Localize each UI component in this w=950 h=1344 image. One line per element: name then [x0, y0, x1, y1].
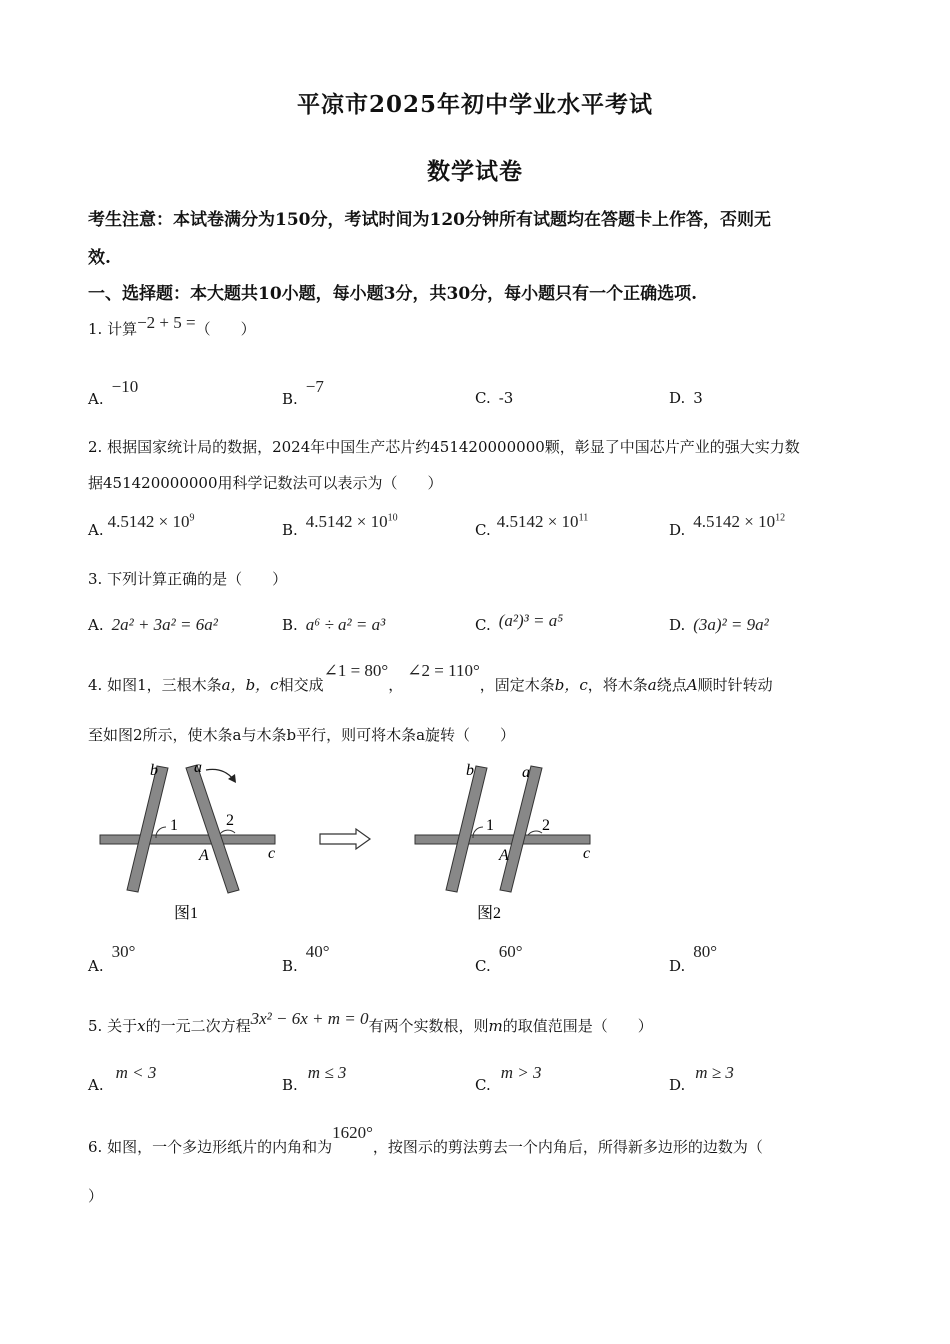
stick-a-1	[186, 765, 239, 893]
option-value: 2a² + 3a² = 6a²	[111, 615, 218, 634]
option-value: −7	[305, 377, 324, 396]
q1-paren: （ ）	[195, 320, 256, 338]
q4-vars: b，c	[554, 676, 588, 694]
option-label: A.	[88, 521, 104, 539]
option-value: (a²)³ = a⁵	[498, 611, 564, 630]
figure-1	[100, 759, 275, 922]
q4-angle-1: ∠1 = 80°	[323, 661, 389, 680]
fig2-caption: 图2	[477, 905, 502, 922]
option-exp: 11	[578, 512, 589, 524]
question-5	[88, 1009, 653, 1036]
q6-line-2: ）	[88, 1187, 104, 1205]
option-label: D.	[669, 521, 686, 539]
option-exp: 9	[189, 512, 195, 524]
q4-line-2: 至如图2所示，使木条a与木条b平行，则可将木条a旋转（ ）	[88, 726, 516, 744]
angle-2-arc	[528, 831, 542, 835]
fig1-caption: 图1	[174, 905, 199, 922]
option-exp: 12	[775, 512, 786, 524]
q4-figure	[90, 755, 610, 930]
stick-b-1	[127, 766, 168, 892]
option-label: A.	[88, 957, 104, 975]
q4-vars: A	[686, 676, 698, 694]
q4-option-c[interactable]	[475, 942, 523, 976]
q5-option-c[interactable]	[475, 1063, 542, 1095]
option-exp: 10	[387, 512, 398, 524]
section-heading: 一、选择题：本大题共10小题，每小题3分，共30分，每小题只有一个正确选项.	[88, 284, 698, 304]
q5-text: 5. 关于	[88, 1017, 138, 1035]
q3-option-b[interactable]	[282, 615, 385, 635]
q1-option-c[interactable]	[475, 389, 513, 407]
option-label: B.	[282, 616, 298, 634]
option-label: A.	[88, 390, 104, 408]
q2-option-d[interactable]	[669, 512, 786, 540]
question-1	[88, 313, 256, 339]
q3-option-c[interactable]	[475, 611, 564, 635]
q1-expr: −2 + 5 =	[137, 313, 196, 332]
q1-stem: 1. 计算	[88, 320, 138, 338]
q5-text: 有两个实数根，则	[368, 1017, 489, 1035]
q2-line-2: 据451420000000用科学记数法可以表示为（ ）	[88, 474, 443, 492]
option-value: 40°	[305, 942, 330, 961]
label-2-1: 2	[226, 812, 234, 829]
figure-2	[415, 762, 590, 922]
stick-b-2	[446, 766, 487, 892]
option-label: D.	[669, 957, 686, 975]
q5-var: m	[488, 1017, 503, 1035]
option-value: 60°	[498, 942, 523, 961]
label-c-1: c	[268, 845, 276, 862]
option-label: B.	[282, 1076, 298, 1094]
q4-text: 4. 如图1，三根木条	[88, 676, 222, 694]
q4-line-1	[88, 661, 773, 695]
option-base: 4.5142 × 10	[693, 512, 776, 531]
option-value: a⁶ ÷ a² = a³	[305, 615, 386, 634]
label-a-1: a	[194, 759, 202, 776]
q6-text: 6. 如图，一个多边形纸片的内角和为	[88, 1138, 333, 1156]
q5-text: 的取值范围是（ ）	[502, 1017, 653, 1035]
label-b-1: b	[150, 762, 158, 779]
option-value: −10	[111, 377, 139, 396]
option-label: D.	[669, 389, 686, 407]
transform-arrow-icon	[320, 829, 370, 849]
option-value: m ≤ 3	[307, 1063, 347, 1082]
label-c-2: c	[583, 845, 591, 862]
q4-vars: a，b，c	[221, 676, 279, 694]
q5-var: x	[137, 1017, 146, 1035]
q5-expr: 3x² − 6x + m = 0	[250, 1009, 369, 1028]
q2-line-1: 2. 根据国家统计局的数据，2024年中国生产芯片约451420000000颗，彰显了中国芯片产业的强大实力数	[88, 438, 800, 456]
stick-c-2	[415, 835, 590, 844]
option-base: 4.5142 × 10	[305, 512, 388, 531]
q5-text: 的一元二次方程	[145, 1017, 251, 1035]
option-value: m ≥ 3	[695, 1063, 734, 1082]
q4-text: ，将木条	[587, 676, 648, 694]
q4-text: ，固定木条	[479, 676, 555, 694]
option-value: 30°	[111, 942, 136, 961]
label-A-2: A	[499, 847, 509, 864]
q1-option-d[interactable]	[669, 389, 703, 407]
label-A-1: A	[199, 847, 209, 864]
option-label: B.	[282, 957, 298, 975]
option-value: 80°	[693, 942, 718, 961]
label-1-2: 1	[486, 817, 494, 834]
q3-stem: 3. 下列计算正确的是（ ）	[88, 570, 288, 588]
label-2-2: 2	[542, 817, 550, 834]
stick-a-2	[500, 766, 542, 892]
option-value: m > 3	[500, 1063, 542, 1082]
option-label: D.	[669, 616, 686, 634]
option-value: (3a)² = 9a²	[693, 615, 769, 634]
q6-expr: 1620°	[332, 1123, 373, 1142]
option-value: m < 3	[115, 1063, 157, 1082]
option-label: A.	[88, 616, 104, 634]
q4-option-d[interactable]	[669, 942, 718, 976]
option-value: 3	[693, 389, 703, 407]
q2-option-c[interactable]	[475, 512, 589, 540]
option-value: -3	[498, 389, 514, 407]
q1-option-b[interactable]	[282, 377, 324, 409]
q5-option-b[interactable]	[282, 1063, 347, 1095]
q6-text: ，按图示的剪法剪去一个内角后，所得新多边形的边数为（	[372, 1138, 763, 1156]
option-label: C.	[475, 521, 491, 539]
q4-vars: a	[647, 676, 657, 694]
q4-text: ，	[388, 676, 404, 694]
q4-text: 顺时针转动	[697, 676, 773, 694]
q4-text: 绕点	[656, 676, 687, 694]
q3-option-d[interactable]	[669, 615, 769, 635]
option-base: 4.5142 × 10	[496, 512, 579, 531]
page-subtitle: 数学试卷	[427, 158, 523, 185]
label-a-2: a	[522, 764, 530, 781]
q3-option-a[interactable]	[88, 615, 218, 635]
option-label: C.	[475, 389, 491, 407]
q4-option-b[interactable]	[282, 942, 330, 976]
page-title: 平凉市2025年初中学业水平考试	[296, 91, 653, 118]
option-label: B.	[282, 390, 298, 408]
option-label: C.	[475, 616, 491, 634]
question-6	[88, 1123, 763, 1157]
label-1-1: 1	[170, 817, 178, 834]
q2-option-b[interactable]	[282, 512, 398, 540]
option-base: 4.5142 × 10	[107, 512, 190, 531]
label-b-2: b	[466, 762, 474, 779]
q2-option-a[interactable]	[88, 512, 195, 540]
q5-option-d[interactable]	[669, 1063, 734, 1095]
q5-option-a[interactable]	[88, 1063, 157, 1095]
option-label: C.	[475, 957, 491, 975]
notice-line-2: 效.	[88, 248, 111, 268]
q4-text: 相交成	[278, 676, 324, 694]
stick-c-1	[100, 835, 275, 844]
q4-angle-2: ∠2 = 110°	[407, 661, 480, 680]
option-label: D.	[669, 1076, 686, 1094]
angle-2-arc	[220, 830, 235, 834]
rotate-arrow-icon	[206, 769, 233, 779]
option-label: B.	[282, 521, 298, 539]
q4-option-a[interactable]	[88, 942, 136, 976]
q1-option-a[interactable]	[88, 377, 139, 409]
notice-line-1: 考生注意：本试卷满分为150分，考试时间为120分钟所有试题均在答题卡上作答，否则无	[88, 210, 771, 230]
option-label: C.	[475, 1076, 491, 1094]
option-label: A.	[88, 1076, 104, 1094]
